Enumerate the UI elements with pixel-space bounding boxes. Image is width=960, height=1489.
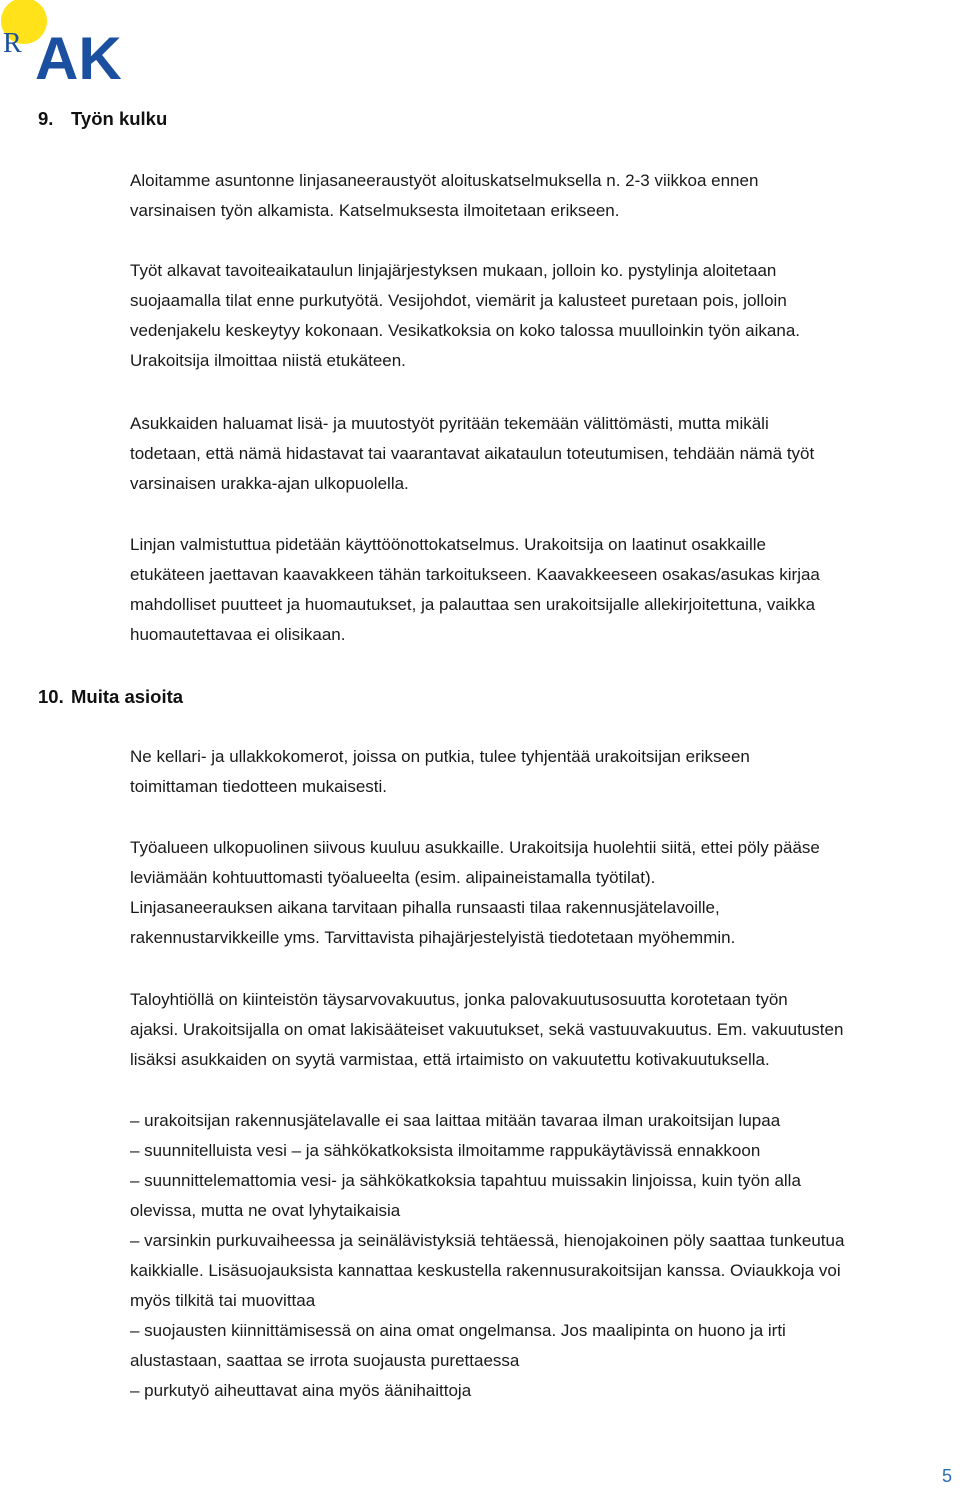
paragraph-line: Työt alkavat tavoiteaikataulun linjajärjestyksen mukaan, jolloin ko. pystylinja aloitetaan [130, 261, 777, 280]
paragraph-line: Linjasaneerauksen aikana tarvitaan pihalla runsaasti tilaa rakennusjätelavoille, [130, 898, 720, 917]
paragraph-line: toimittaman tiedotteen mukaisesti. [130, 777, 388, 796]
paragraph-line: ajaksi. Urakoitsijalla on omat lakisääteiset vakuutukset, sekä vastuuvakuutus. Em. vakuutusten [130, 1020, 844, 1039]
section-9-paragraph-3 [130, 409, 960, 499]
section-10-paragraph-1 [130, 742, 960, 802]
page-number: 5 [941, 1466, 952, 1486]
logo-letter-r: R [3, 28, 22, 59]
paragraph-line: rakennustarvikkeille yms. Tarvittavista pihajärjestelyistä tiedotetaan myöhemmin. [130, 928, 736, 947]
paragraph-line: todetaan, että nämä hidastavat tai vaarantavat aikataulun toteutumisen, tehdään nämä työt [130, 444, 815, 463]
logo-letters-ak: AK [35, 25, 122, 90]
list-item: – purkutyö aiheuttavat aina myös äänihaittoja [130, 1381, 472, 1400]
paragraph-line: Aloitamme asuntonne linjasaneeraustyöt aloituskatselmuksella n. 2-3 viikkoa ennen [130, 171, 759, 190]
paragraph-line: Urakoitsija ilmoittaa niistä etukäteen. [130, 351, 406, 370]
section-9-number: 9. [38, 108, 54, 129]
section-9-title: Työn kulku [71, 108, 168, 129]
section-9-paragraph-4 [130, 530, 960, 650]
section-9-heading [38, 108, 167, 130]
section-10-paragraph-2 [130, 833, 960, 953]
list-item: olevissa, mutta ne ovat lyhytaikaisia [130, 1201, 401, 1220]
paragraph-line: Linjan valmistuttua pidetään käyttöönottokatselmus. Urakoitsija on laatinut osakkaille [130, 535, 766, 554]
section-9-paragraph-2 [130, 256, 960, 376]
list-item: – varsinkin purkuvaiheessa ja seinälävistyksiä tehtäessä, hienojakoinen pöly saattaa tunkeutua [130, 1231, 845, 1250]
paragraph-line: vedenjakelu keskeytyy kokonaan. Vesikatkoksia on koko talossa muulloinkin työn aikana. [130, 321, 800, 340]
paragraph-line: etukäteen jaettavan kaavakkeen tähän tarkoitukseen. Kaavakkeeseen osakas/asukas kirjaa [130, 565, 820, 584]
paragraph-line: Työalueen ulkopuolinen siivous kuuluu asukkaille. Urakoitsija huolehtii siitä, ettei pöly pääse [130, 838, 820, 857]
list-item: – suunnitelluista vesi – ja sähkökatkoksista ilmoitamme rappukäytävissä ennakkoon [130, 1141, 761, 1160]
list-item: – urakoitsijan rakennusjätelavalle ei saa laittaa mitään tavaraa ilman urakoitsijan lupaa [130, 1111, 781, 1130]
list-item: alustastaan, saattaa se irrota suojausta purettaessa [130, 1351, 520, 1370]
section-10-title: Muita asioita [71, 686, 184, 707]
section-10-heading [38, 686, 183, 708]
list-item: myös tilkitä tai muovittaa [130, 1291, 316, 1310]
paragraph-line: leviämään kohtuuttomasti työalueelta (esim. alipaineistamalla työtilat). [130, 868, 656, 887]
paragraph-line: lisäksi asukkaiden on syytä varmistaa, että irtaimisto on vakuutettu kotivakuutuksella. [130, 1050, 770, 1069]
section-10-bullet-list [130, 1106, 960, 1406]
paragraph-line: varsinaisen työn alkamista. Katselmuksesta ilmoitetaan erikseen. [130, 201, 620, 220]
paragraph-line: Asukkaiden haluamat lisä- ja muutostyöt pyritään tekemään välittömästi, mutta mikäli [130, 414, 769, 433]
section-9-paragraph-1 [130, 166, 960, 226]
paragraph-line: suojaamalla tilat enne purkutyötä. Vesijohdot, viemärit ja kalusteet puretaan pois, jolloin [130, 291, 787, 310]
section-10-number: 10. [38, 686, 64, 707]
rak-logo-graphic [0, 0, 140, 90]
list-item: – suunnittelemattomia vesi- ja sähkökatkoksia tapahtuu muissakin linjoissa, kuin työn alla [130, 1171, 801, 1190]
paragraph-line: huomautettavaa ei olisikaan. [130, 625, 346, 644]
paragraph-line: Taloyhtiöllä on kiinteistön täysarvovakuutus, jonka palovakuutusosuutta korotetaan työn [130, 990, 788, 1009]
paragraph-line: Ne kellari- ja ullakkokomerot, joissa on putkia, tulee tyhjentää urakoitsijan erikseen [130, 747, 750, 766]
list-item: kaikkialle. Lisäsuojauksista kannattaa keskustella rakennusurakoitsijan kanssa. Oviaukkoja voi [130, 1261, 841, 1280]
section-10-paragraph-3 [130, 985, 960, 1075]
paragraph-line: mahdolliset puutteet ja huomautukset, ja palauttaa sen urakoitsijalle allekirjoitettuna, vaikka [130, 595, 816, 614]
paragraph-line: varsinaisen urakka-ajan ulkopuolella. [130, 474, 409, 493]
rak-logo [0, 0, 140, 90]
list-item: – suojausten kiinnittämisessä on aina omat ongelmansa. Jos maalipinta on huono ja irti [130, 1321, 786, 1340]
